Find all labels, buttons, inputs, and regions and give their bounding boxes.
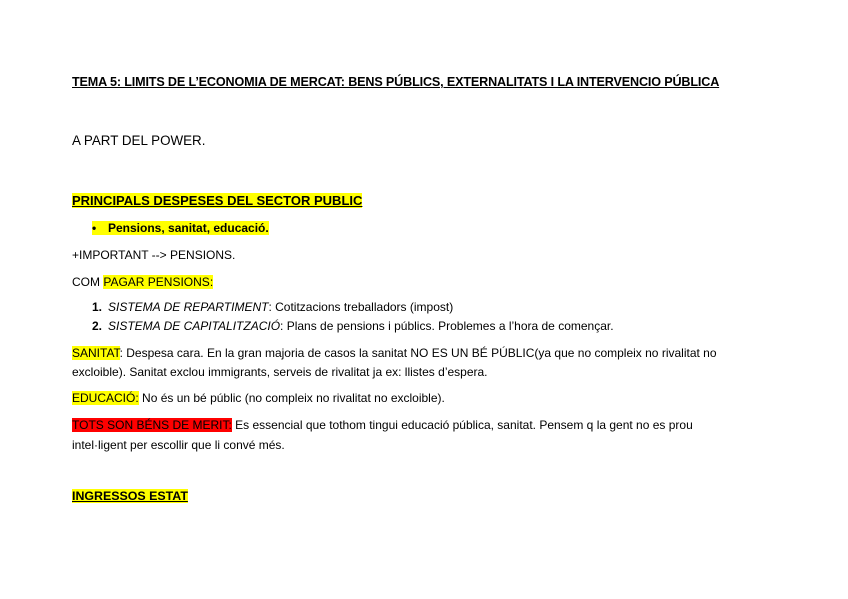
sanitat-paragraph-line-1 [72,346,717,361]
com-highlight: PAGAR PENSIONS: [103,275,214,289]
bullet-text: Pensions, sanitat, educació. [108,221,269,235]
bullet-dot-icon: • [92,221,97,235]
numbered-item-1-number: 1. [92,300,103,314]
important-note: +IMPORTANT --> PENSIONS. [72,248,236,262]
tots-paragraph-line-1 [72,418,693,433]
numbered-item-2-number: 2. [92,319,103,333]
numbered-item-2-label: SISTEMA DE CAPITALITZACIÓ [108,319,281,333]
sanitat-text-1: : Despesa cara. En la gran majoria de casos la sanitat NO ES UN BÉ PÚBLIC(ya que no compleix no rivalitat no [119,346,717,360]
sanitat-label: SANITAT [72,346,120,360]
section-heading-despeses-text: PRINCIPALS DESPESES DEL SECTOR PUBLIC [72,193,363,208]
tots-paragraph-line-2: intel·ligent per escollir que li convé més. [72,438,285,452]
section-heading-ingressos-text: INGRESSOS ESTAT [72,489,188,503]
numbered-item-1-text: : Cotitzacions treballadors (impost) [268,300,454,314]
bullet-highlight [92,221,269,235]
bullet-item [92,221,269,236]
page-title: TEMA 5: LIMITS DE L’ECONOMIA DE MERCAT: BENS PÚBLICS, EXTERNALITATS I LA INTERVENCIO PÚBLICA [72,75,720,89]
numbered-item-1-label: SISTEMA DE REPARTIMENT [108,300,269,314]
tots-label: TOTS SON BÉNS DE MERIT: [72,418,232,432]
numbered-item-1 [92,300,453,315]
intro-text: A PART DEL POWER. [72,133,206,148]
section-heading-despeses [72,193,362,208]
numbered-item-2-text: : Plans de pensions i públics. Problemes a l’hora de començar. [280,319,614,333]
com-prefix: COM [72,275,104,289]
educacio-text: No és un bé públic (no compleix no rivalitat no excloible). [138,391,445,405]
com-line [72,275,213,290]
tots-text-1: Es essencial que tothom tingui educació pública, sanitat. Pensem q la gent no es prou [231,418,693,432]
educacio-paragraph [72,391,445,406]
numbered-item-2 [92,319,614,334]
sanitat-paragraph-line-2: excloible). Sanitat exclou immigrants, serveis de rivalitat ja ex: llistes d’espera. [72,365,488,379]
section-heading-ingressos [72,489,188,504]
educacio-label: EDUCACIÓ: [72,391,139,405]
